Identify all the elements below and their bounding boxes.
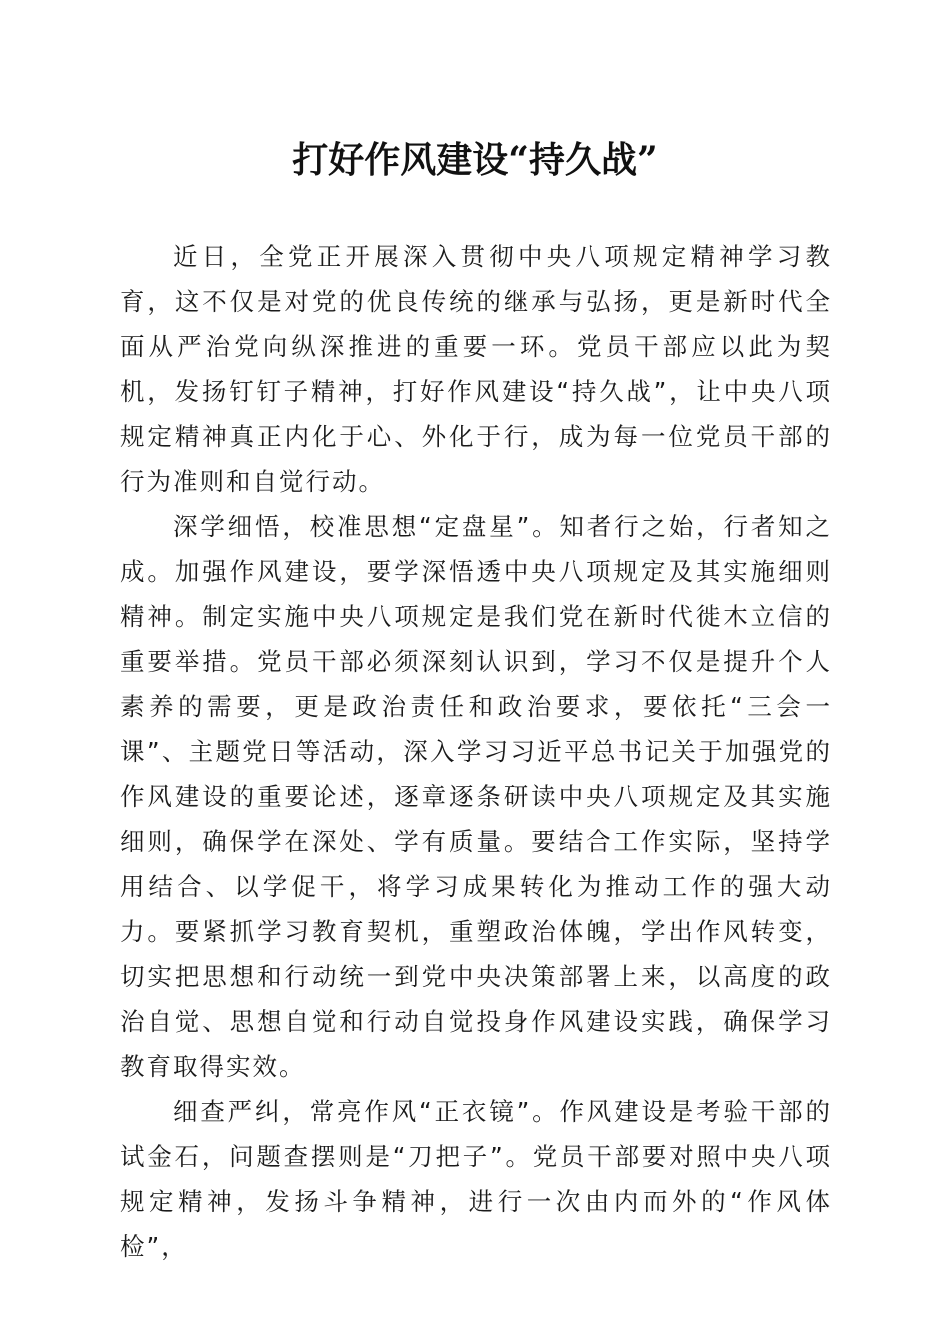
paragraph-intro: 近日，全党正开展深入贯彻中央八项规定精神学习教育，这不仅是对党的优良传统的继承与弘扬，更是新时代全面从严治党向纵深推进的重要一环。党员干部应以此为契机，发扬钉钉子精神，打好作风建设“持久战”，让中央八项规定精神真正内化于心、外化于行，成为每一位党员干部的行为准则和自觉行动。 (120, 242, 832, 496)
paragraph-inspection: 细查严纠，常亮作风“正衣镜”。作风建设是考验干部的试金石，问题查摆则是“刀把子”。党员干部要对照中央八项规定精神，发扬斗争精神，进行一次由内而外的“作风体检”， (120, 1097, 832, 1261)
paragraph-study: 深学细悟，校准思想“定盘星”。知者行之始，行者知之成。加强作风建设，要学深悟透中央八项规定及其实施细则精神。制定实施中央八项规定是我们党在新时代徙木立信的重要举措。党员干部必须深刻认识到，学习不仅是提升个人素养的需要，更是政治责任和政治要求，要依托“三会一课”、主题党日等活动，深入学习习近平总书记关于加强党的作风建设的重要论述，逐章逐条研读中央八项规定及其实施细则，确保学在深处、学有质量。要结合工作实际，坚持学用结合、以学促干，将学习成果转化为推动工作的强大动力。要紧抓学习教育契机，重塑政治体魄，学出作风转变，切实把思想和行动统一到党中央决策部署上来，以高度的政治自觉、思想自觉和行动自觉投身作风建设实践，确保学习教育取得实效。 (120, 512, 832, 1081)
document-body (120, 234, 832, 1269)
document-title: 打好作风建设“持久战” (292, 139, 658, 181)
